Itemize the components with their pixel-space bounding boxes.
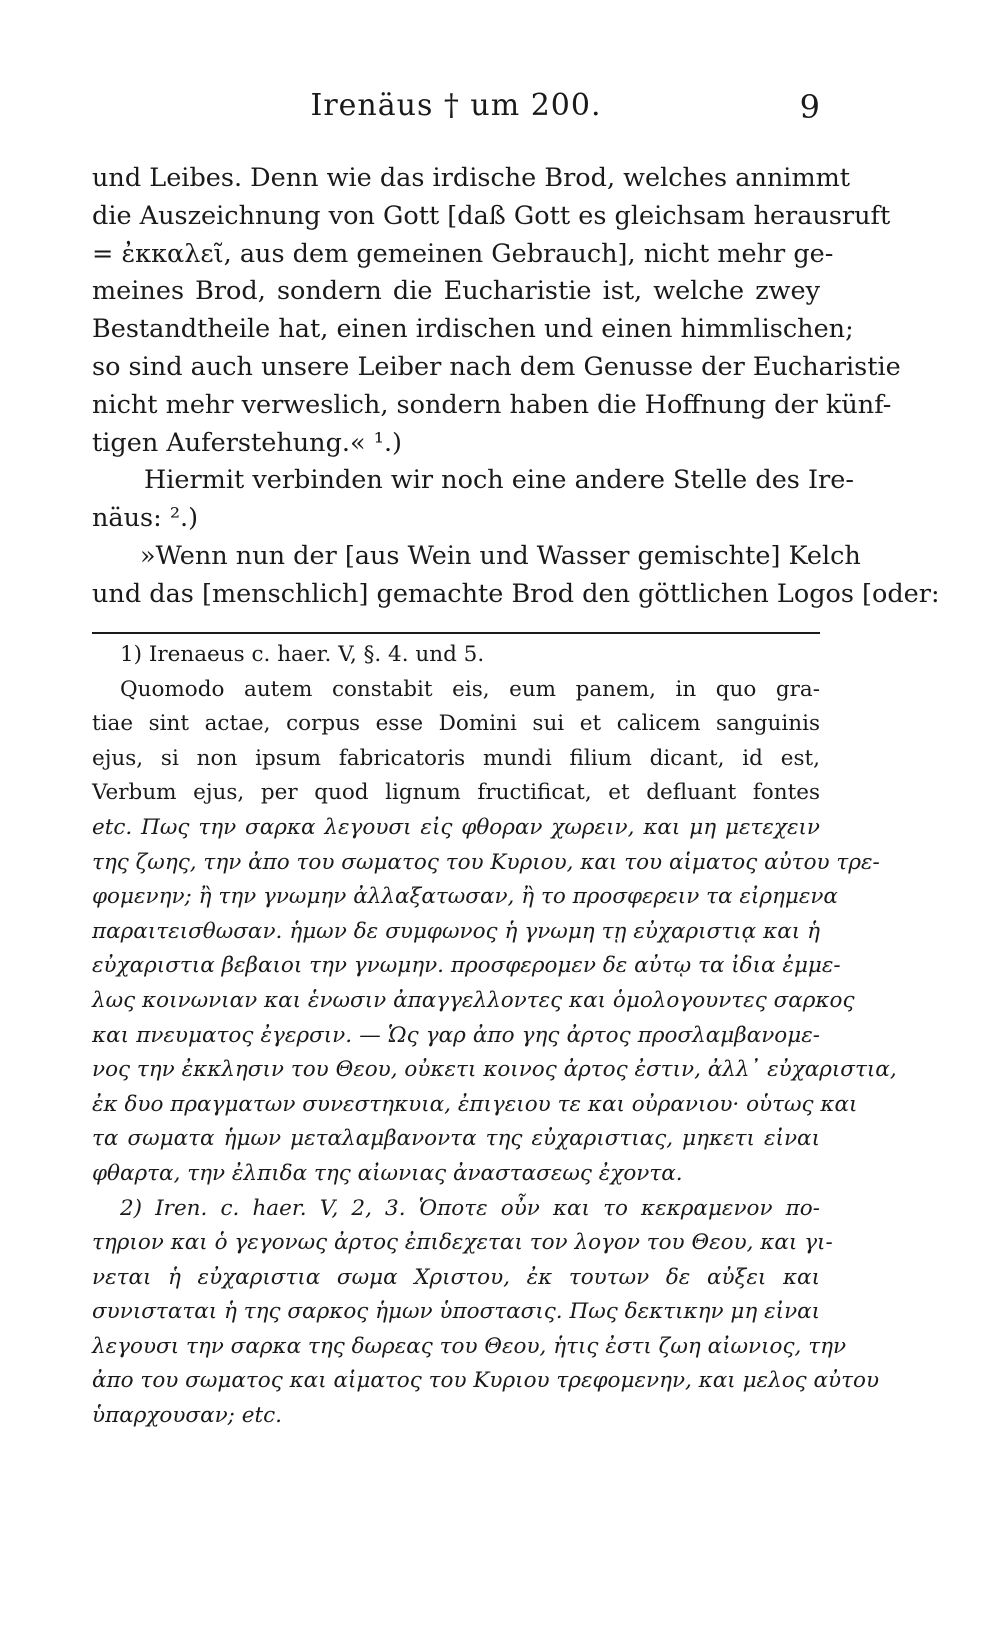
footnote-line: Verbum ejus, per quod lignum fructificat, et defluant fontes [92,780,820,806]
running-head: Irenäus † um 200. [310,88,602,123]
footnote-divider [92,632,820,634]
footnote-line: νεται ἡ εὐχαριστια σωμα Χριστου, ἐκ τουτων δε αὐξει και [92,1264,820,1290]
footnote-line: της ζωης, την ἀπο του σωματος του Κυριου, και του αἱματος αὐτου τρε- [92,849,880,875]
page-number: 9 [799,88,820,126]
text-line: nicht mehr verweslich, sondern haben die Hoffnung der künf- [92,389,892,420]
text-line: so sind auch unsere Leiber nach dem Genusse der Eucharistie [92,351,901,382]
text-line: näus: ².) [92,503,199,534]
footnote-line: φομενην; ἢ την γνωμην ἀλλαξατωσαν, ἢ το προσφερειν τα εἰρημενα [92,884,838,910]
text-line: »Wenn nun der [aus Wein und Wasser gemischte] Kelch [140,540,861,571]
footnote-line: ἐκ δυο πραγματων συνεστηκυια, ἐπιγειου τε και οὐρανιου· οὑτως και [92,1091,858,1117]
footnote-line: εὐχαριστια βεβαιοι την γνωμην. προσφερομεν δε αὐτῳ τα ἰδια ἐμμε- [92,953,841,979]
text-line: und das [menschlich] gemachte Brod den göttlichen Logos [oder: [92,578,940,609]
main-text [92,160,940,614]
footnote-line: tiae sint actae, corpus esse Domini sui et calicem sanguinis [92,711,820,737]
footnote-line: λως κοινωνιαν και ἑνωσιν ἀπαγγελλοντες και ὁμολογουντες σαρκος [92,987,855,1013]
text-line: und Leibes. Denn wie das irdische Brod, welches annimmt [92,163,851,193]
text-line: tigen Auferstehung.« ¹.) [92,427,403,458]
footnote-line: 2) Iren. c. haer. V, 2, 3. Ὁποτε οὖν και το κεκραμενον πο- [120,1195,820,1221]
text-line: Hiermit verbinden wir noch eine andere Stelle des Ire- [144,465,854,496]
footnote-line: etc. Πως την σαρκα λεγουσι εἰς φθοραν χωρειν, και μη μετεχειν [92,814,820,840]
footnote-line: συνισταται ἡ της σαρκος ἡμων ὑποστασις. Πως δεκτικην μη εἰναι [92,1299,821,1325]
text-line: meines Brod, sondern die Eucharistie ist, welche zwey [92,276,820,307]
footnote-line: τα σωματα ἡμων μεταλαμβανοντα της εὐχαριστιας, μηκετι εἰναι [92,1126,820,1152]
footnote-line: ἀπο του σωματος και αἱματος του Κυριου τρεφομενην, και μελος αὐτου [92,1368,880,1394]
footnote-line: ejus, si non ipsum fabricatoris mundi filium dicant, id est, [92,745,820,771]
text-line: Bestandtheile hat, einen irdischen und einen himmlischen; [92,314,854,345]
footnote-line: Quomodo autem constabit eis, eum panem, in quo gra- [120,676,820,702]
footnote-line: ὑπαρχουσαν; etc. [92,1403,282,1429]
text-line: = ἐκκαλεῖ, aus dem gemeinen Gebrauch], nicht mehr ge- [92,238,834,269]
footnote-line: νος την ἐκκλησιν του Θεου, οὐκετι κοινος ἀρτος ἐστιν, ἀλλ᾽ εὐχαριστια, [92,1057,897,1083]
footnote-line: λεγουσι την σαρκα της δωρεας του Θεου, ἡτις ἐστι ζωη αἰωνιος, την [92,1333,847,1359]
footnote-line: 1) Irenaeus c. haer. V, §. 4. und 5. [120,642,485,667]
footnote-line: φθαρτα, την ἐλπιδα της αἰωνιας ἀναστασεως ἐχοντα. [92,1160,683,1186]
footnote-line: τηριον και ὁ γεγονως ἀρτος ἐπιδεχεται τον λογον του Θεου, και γι- [92,1230,833,1256]
footnotes [92,638,897,1434]
footnote-line: παραιτεισθωσαν. ἡμων δε συμφωνος ἡ γνωμη τῃ εὐχαριστιᾳ και ἡ [92,918,820,944]
footnote-line: και πνευματος ἐγερσιν. — Ὡς γαρ ἀπο γης ἀρτος προσλαμβανομε- [92,1022,820,1048]
text-line: die Auszeichnung von Gott [daß Gott es gleichsam herausruft [92,200,891,231]
page-header [92,88,820,128]
